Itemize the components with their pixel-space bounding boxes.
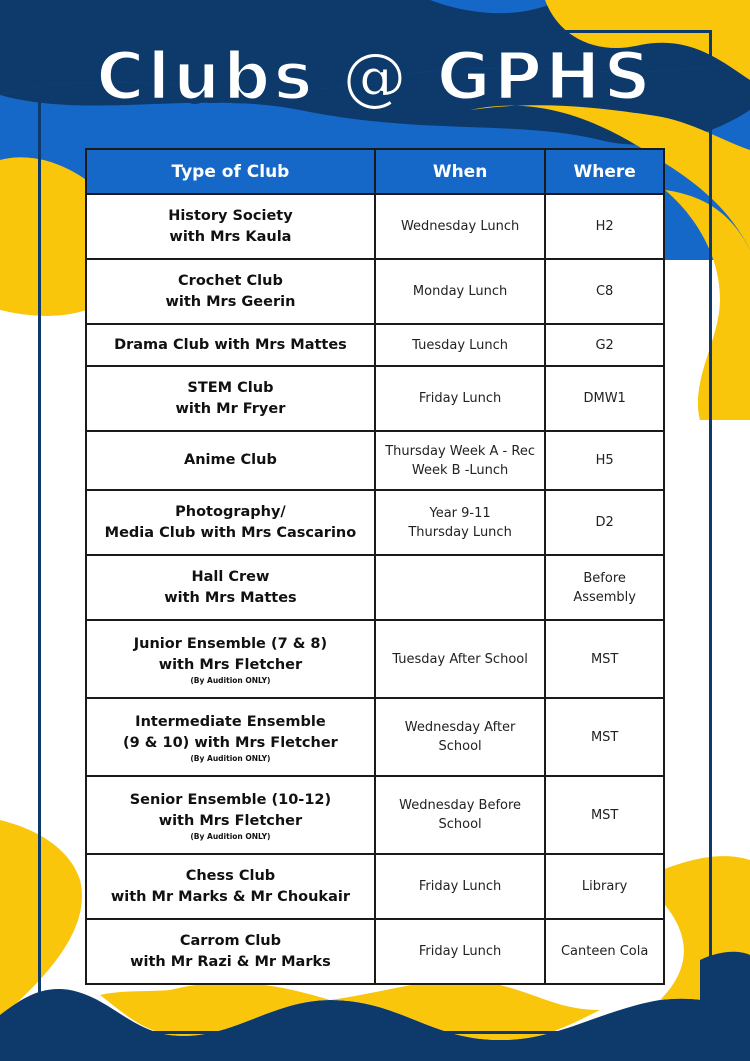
table-row: [86, 366, 664, 431]
when-cell-line: Wednesday Lunch: [400, 219, 520, 234]
where-cell-line: Assembly: [573, 589, 636, 605]
where-cell-line: DMW1: [583, 391, 626, 406]
when-cell-line: Tuesday After School: [392, 651, 528, 667]
table-row: [86, 555, 664, 620]
club-name-cell-line: with Mrs Fletcher: [158, 656, 303, 673]
when-cell: [375, 854, 545, 919]
table-row: [86, 490, 664, 555]
where-cell: [545, 776, 664, 854]
header-type-of-club: Type of Club: [86, 149, 375, 194]
when-cell: [375, 776, 545, 854]
table-row: [86, 324, 664, 366]
when-cell-line: Friday Lunch: [418, 391, 502, 406]
when-cell: [375, 324, 545, 366]
when-cell: [375, 620, 545, 698]
table-row: [86, 620, 664, 698]
where-cell-line: MST: [590, 729, 619, 745]
audition-note: (By Audition ONLY): [190, 831, 271, 841]
table-row: [86, 854, 664, 919]
club-name-cell: [86, 259, 375, 324]
club-name-cell-line: Carrom Club: [179, 932, 282, 949]
when-cell-line: Friday Lunch: [418, 944, 502, 959]
table-row: [86, 194, 664, 259]
club-name-cell-line: with Mrs Mattes: [164, 589, 297, 606]
when-cell-line: Week B -Lunch: [411, 462, 509, 478]
clubs-table: [85, 148, 665, 985]
club-name-cell: [86, 555, 375, 620]
table-row: [86, 776, 664, 854]
where-cell-line: D2: [595, 515, 614, 530]
when-cell-line: Year 9-11: [429, 505, 491, 521]
when-cell-line: Thursday Lunch: [408, 524, 512, 540]
club-name-cell-line: Drama Club with Mrs Mattes: [114, 336, 347, 353]
club-name-cell-line: Anime Club: [184, 452, 277, 468]
table-row: [86, 919, 664, 984]
where-cell: [545, 194, 664, 259]
when-cell-line: Monday Lunch: [412, 284, 508, 299]
where-cell-line: H2: [595, 219, 614, 234]
club-name-cell-line: Chess Club: [185, 867, 276, 884]
club-name-cell: [86, 366, 375, 431]
club-name-cell-line: Media Club with Mrs Cascarino: [104, 524, 357, 541]
where-cell: [545, 324, 664, 366]
where-cell-line: Canteen Cola: [560, 944, 649, 959]
where-cell-line: Library: [581, 879, 628, 894]
club-name-cell: [86, 854, 375, 919]
club-name-cell: [86, 490, 375, 555]
club-name-cell: [86, 194, 375, 259]
when-cell-line: Friday Lunch: [418, 879, 502, 894]
when-cell: [375, 194, 545, 259]
when-cell-line: Thursday Week A - Rec: [385, 443, 535, 459]
when-cell-line: Wednesday Before: [399, 798, 522, 813]
where-cell-line: MST: [590, 807, 619, 823]
club-name-cell-line: with Mrs Kaula: [169, 228, 292, 245]
when-cell: [375, 366, 545, 431]
club-name-cell-line: Senior Ensemble (10-12): [129, 791, 332, 808]
table-header-row: [86, 149, 664, 194]
where-cell: [545, 698, 664, 776]
club-name-cell-line: Intermediate Ensemble: [135, 713, 326, 730]
when-cell: [375, 431, 545, 490]
when-cell-line: School: [438, 739, 482, 754]
club-name-cell-line: Crochet Club: [178, 272, 283, 289]
club-name-cell: [86, 776, 375, 854]
where-cell-line: Before: [583, 570, 626, 586]
club-name-cell: [86, 919, 375, 984]
where-cell-line: G2: [595, 337, 614, 353]
where-cell: [545, 854, 664, 919]
club-name-cell-line: Photography/: [175, 503, 286, 520]
club-name-cell-line: with Mrs Fletcher: [158, 812, 303, 829]
club-name-cell: [86, 324, 375, 366]
where-cell: [545, 555, 664, 620]
page-title: Clubs @ GPHS: [96, 38, 654, 115]
header-where: Where: [545, 149, 664, 194]
where-cell-line: MST: [590, 651, 619, 667]
club-name-cell: [86, 698, 375, 776]
club-name-cell: [86, 620, 375, 698]
where-cell: [545, 366, 664, 431]
club-name-cell-line: Junior Ensemble (7 & 8): [133, 635, 328, 652]
when-cell-line: School: [438, 817, 482, 832]
when-cell-line: Tuesday Lunch: [412, 337, 509, 353]
club-name-cell-line: with Mr Razi & Mr Marks: [130, 953, 331, 970]
club-name-cell-line: with Mr Marks & Mr Choukair: [110, 888, 350, 905]
club-name-cell-line: Hall Crew: [191, 568, 270, 585]
club-name-cell-line: (9 & 10) with Mrs Fletcher: [123, 734, 338, 751]
when-cell: [375, 490, 545, 555]
where-cell: [545, 919, 664, 984]
when-cell: [375, 259, 545, 324]
club-name-cell-line: with Mrs Geerin: [165, 293, 296, 310]
club-name-cell-line: STEM Club: [187, 379, 274, 396]
header-when: When: [375, 149, 545, 194]
when-cell: [375, 919, 545, 984]
when-cell: [375, 698, 545, 776]
where-cell: [545, 490, 664, 555]
table-row: [86, 259, 664, 324]
club-name-cell-line: with Mr Fryer: [175, 400, 286, 417]
audition-note: (By Audition ONLY): [190, 675, 271, 685]
table-row: [86, 431, 664, 490]
table-row: [86, 698, 664, 776]
where-cell-line: C8: [595, 284, 614, 299]
audition-note: (By Audition ONLY): [190, 753, 271, 763]
where-cell: [545, 431, 664, 490]
club-name-cell: [86, 431, 375, 490]
when-cell: [375, 555, 545, 620]
club-name-cell-line: History Society: [168, 207, 293, 224]
where-cell: [545, 620, 664, 698]
where-cell-line: H5: [595, 453, 614, 468]
when-cell-line: Wednesday After: [404, 720, 516, 735]
where-cell: [545, 259, 664, 324]
